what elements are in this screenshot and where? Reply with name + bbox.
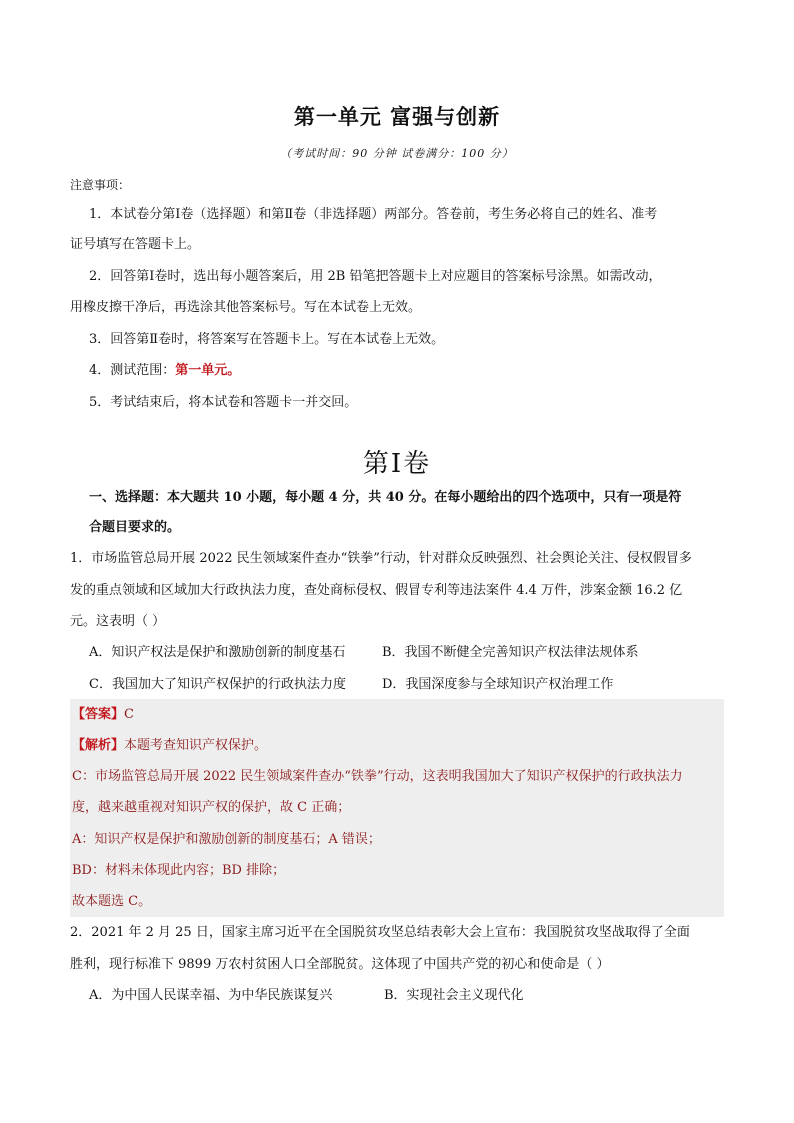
note-1-line-1: 1．本试卷分第Ⅰ卷（选择题）和第Ⅱ卷（非选择题）两部分。答卷前，考生务必将自己的姓名、准考 bbox=[89, 207, 658, 222]
section-title: 第Ⅰ卷 bbox=[362, 449, 432, 479]
q1-option-d: D．我国深度参与全球知识产权治理工作 bbox=[382, 677, 614, 692]
q1-explanation-bd: BD：材料未体现此内容；BD 排除； bbox=[72, 863, 286, 878]
q2-stem-line-2: 胜利，现行标准下 9899 万农村贫困人口全部脱贫。这体现了中国共产党的初心和使命是（ ） bbox=[70, 957, 610, 972]
page-title: 第一单元 富强与创新 bbox=[293, 104, 501, 129]
q1-stem-line-1: 1．市场监管总局开展 2022 民生领域案件查办“铁拳”行动，针对群众反映强烈、社会舆论关注、侵权假冒多 bbox=[70, 551, 692, 566]
q1-explanation-c-line-2: 度，越来越重视对知识产权的保护，故 C 正确； bbox=[72, 800, 351, 815]
notes-heading: 注意事项： bbox=[70, 178, 131, 192]
section-instruction-line-1: 一、选择题：本大题共 10 小题，每小题 4 分，共 40 分。在每小题给出的四个选项中，只有一项是符 bbox=[89, 490, 682, 505]
note-1-line-2: 证号填写在答题卡上。 bbox=[70, 237, 201, 252]
section-instruction-line-2: 合题目要求的。 bbox=[89, 520, 181, 535]
q1-option-a: A．知识产权法是保护和激励创新的制度基石 bbox=[89, 645, 346, 660]
q1-explanation-a: A：知识产权是保护和激励创新的制度基石；A 错误； bbox=[72, 832, 381, 847]
q1-stem-line-3: 元。这表明（ ） bbox=[70, 614, 166, 629]
q2-option-b: B．实现社会主义现代化 bbox=[384, 988, 524, 1003]
note-4 bbox=[89, 362, 240, 380]
note-3: 3．回答第Ⅱ卷时，将答案写在答题卡上。写在本试卷上无效。 bbox=[89, 332, 445, 347]
note-2-line-2: 用橡皮擦干净后，再选涂其他答案标号。写在本试卷上无效。 bbox=[70, 300, 422, 315]
exam-info: （考试时间：90 分钟 试卷满分：100 分） bbox=[280, 147, 514, 160]
q1-answer bbox=[72, 706, 134, 724]
q1-analysis bbox=[72, 737, 267, 755]
note-5: 5．考试结束后，将本试卷和答题卡一并交回。 bbox=[89, 395, 358, 410]
answer-label: 【答案】 bbox=[72, 707, 125, 722]
q1-explanation-c-line-1: C：市场监管总局开展 2022 民生领域案件查办“铁拳”行动，这表明我国加大了知识产权保护的行政执法力 bbox=[72, 769, 683, 784]
answer-value: C bbox=[124, 707, 134, 722]
q2-stem-line-1: 2．2021 年 2 月 25 日，国家主席习近平在全国脱贫攻坚总结表彰大会上宣布：我国脱贫攻坚战取得了全面 bbox=[70, 925, 690, 940]
analysis-text: 本题考查知识产权保护。 bbox=[124, 738, 268, 753]
q1-conclusion: 故本题选 C。 bbox=[72, 894, 152, 909]
q1-option-b: B．我国不断健全完善知识产权法律法规体系 bbox=[382, 645, 639, 660]
q2-option-a: A．为中国人民谋幸福、为中华民族谋复兴 bbox=[89, 988, 333, 1003]
test-scope: 第一单元。 bbox=[175, 363, 241, 378]
q1-option-c: C．我国加大了知识产权保护的行政执法力度 bbox=[89, 677, 346, 692]
note-4-prefix: 4．测试范围： bbox=[89, 363, 176, 378]
q1-stem-line-2: 发的重点领域和区域加大行政执法力度，查处商标侵权、假冒专利等违法案件 4.4 万件，涉案金额 16.2 亿 bbox=[70, 583, 683, 598]
note-2-line-1: 2．回答第Ⅰ卷时，选出每小题答案后，用 2B 铅笔把答题卡上对应题目的答案标号涂黑。如需改动， bbox=[89, 269, 662, 284]
analysis-label: 【解析】 bbox=[72, 738, 125, 753]
